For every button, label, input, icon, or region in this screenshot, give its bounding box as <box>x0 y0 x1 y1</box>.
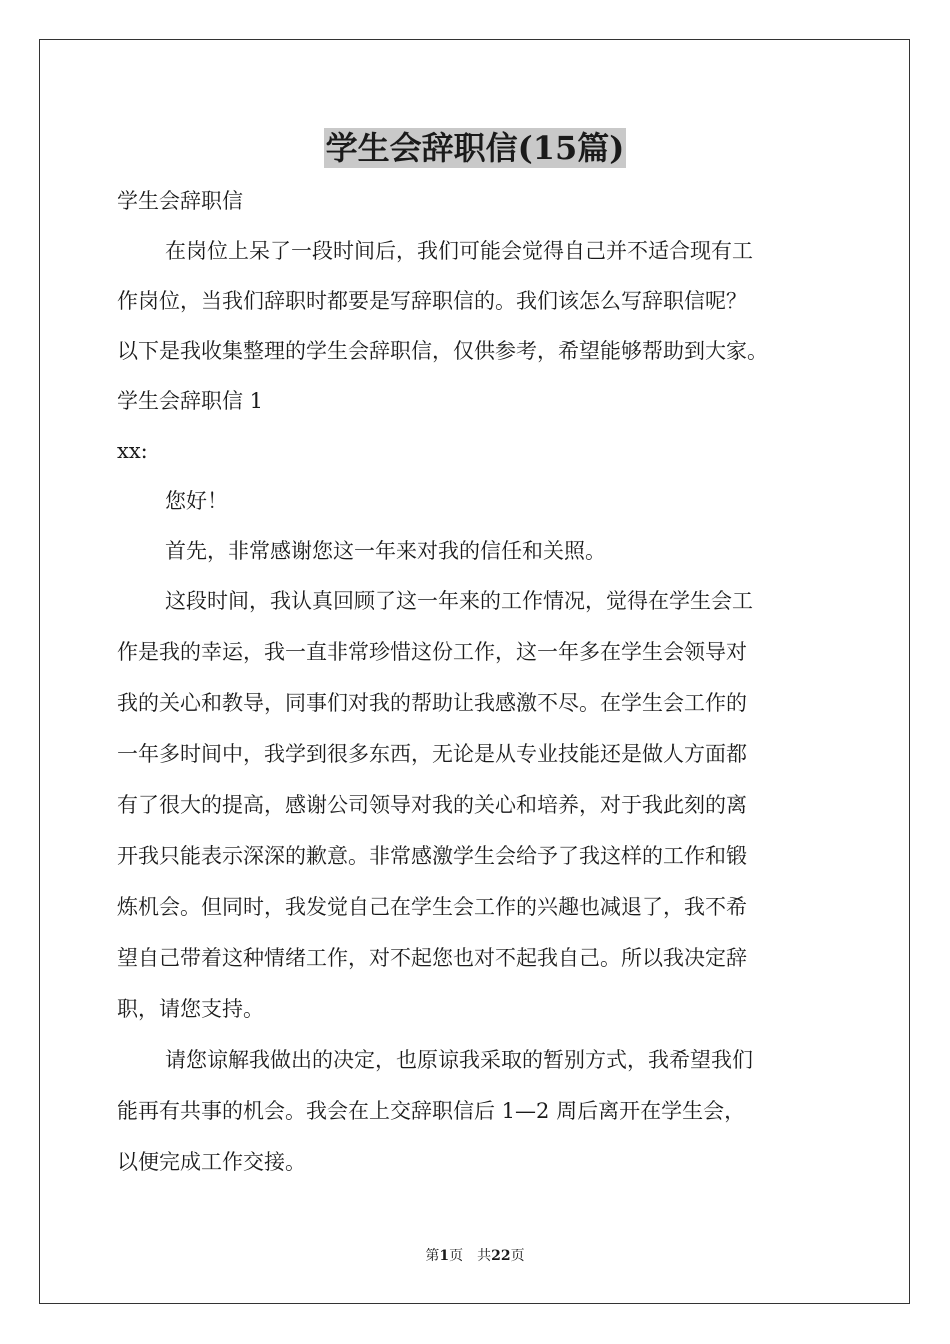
paragraph-line: 开我只能表示深深的歉意。非常感激学生会给予了我这样的工作和锻 <box>117 844 747 868</box>
page-suffix: 页 <box>449 1248 464 1264</box>
paragraph-line: 作是我的幸运，我一直非常珍惜这份工作，这一年多在学生会领导对 <box>117 640 747 664</box>
paragraph-line: 能再有共事的机会。我会在上交辞职信后 1—2 周后离开在学生会， <box>117 1099 746 1123</box>
paragraph-line: 以便完成工作交接。 <box>117 1150 306 1174</box>
total-prefix: 共 <box>477 1248 492 1264</box>
paragraph-line: 请您谅解我做出的决定，也原谅我采取的暂别方式，我希望我们 <box>165 1048 753 1072</box>
page-footer <box>0 1246 950 1266</box>
paragraph-line: 有了很大的提高，感谢公司领导对我的关心和培养，对于我此刻的离 <box>117 793 747 817</box>
total-pages: 22 <box>491 1248 511 1264</box>
paragraph-line: 以下是我收集整理的学生会辞职信，仅供参考，希望能够帮助到大家。 <box>117 339 768 363</box>
document-body <box>117 176 837 1188</box>
page-number: 1 <box>439 1248 450 1264</box>
paragraph-line: 作岗位，当我们辞职时都要是写辞职信的。我们该怎么写辞职信呢？ <box>117 289 747 313</box>
salutation: xx: <box>117 439 148 463</box>
paragraph-line: 首先，非常感谢您这一年来对我的信任和关照。 <box>165 539 606 563</box>
letter-heading: 学生会辞职信 1 <box>117 389 264 413</box>
total-suffix: 页 <box>510 1248 525 1264</box>
paragraph-line: 炼机会。但同时，我发觉自己在学生会工作的兴趣也减退了，我不希 <box>117 895 747 919</box>
title-container <box>0 128 950 168</box>
section-heading: 学生会辞职信 <box>117 189 243 213</box>
greeting: 您好！ <box>165 489 228 513</box>
paragraph-line: 望自己带着这种情绪工作，对不起您也对不起我自己。所以我决定辞 <box>117 946 747 970</box>
paragraph-line: 这段时间，我认真回顾了这一年来的工作情况，觉得在学生会工 <box>165 589 753 613</box>
page-prefix: 第 <box>425 1248 440 1264</box>
paragraph-line: 职，请您支持。 <box>117 997 264 1021</box>
paragraph-line: 我的关心和教导，同事们对我的帮助让我感激不尽。在学生会工作的 <box>117 691 747 715</box>
paragraph-line: 在岗位上呆了一段时间后，我们可能会觉得自己并不适合现有工 <box>165 239 753 263</box>
paragraph-line: 一年多时间中，我学到很多东西，无论是从专业技能还是做人方面都 <box>117 742 747 766</box>
document-title: 学生会辞职信(15篇) <box>325 129 625 167</box>
